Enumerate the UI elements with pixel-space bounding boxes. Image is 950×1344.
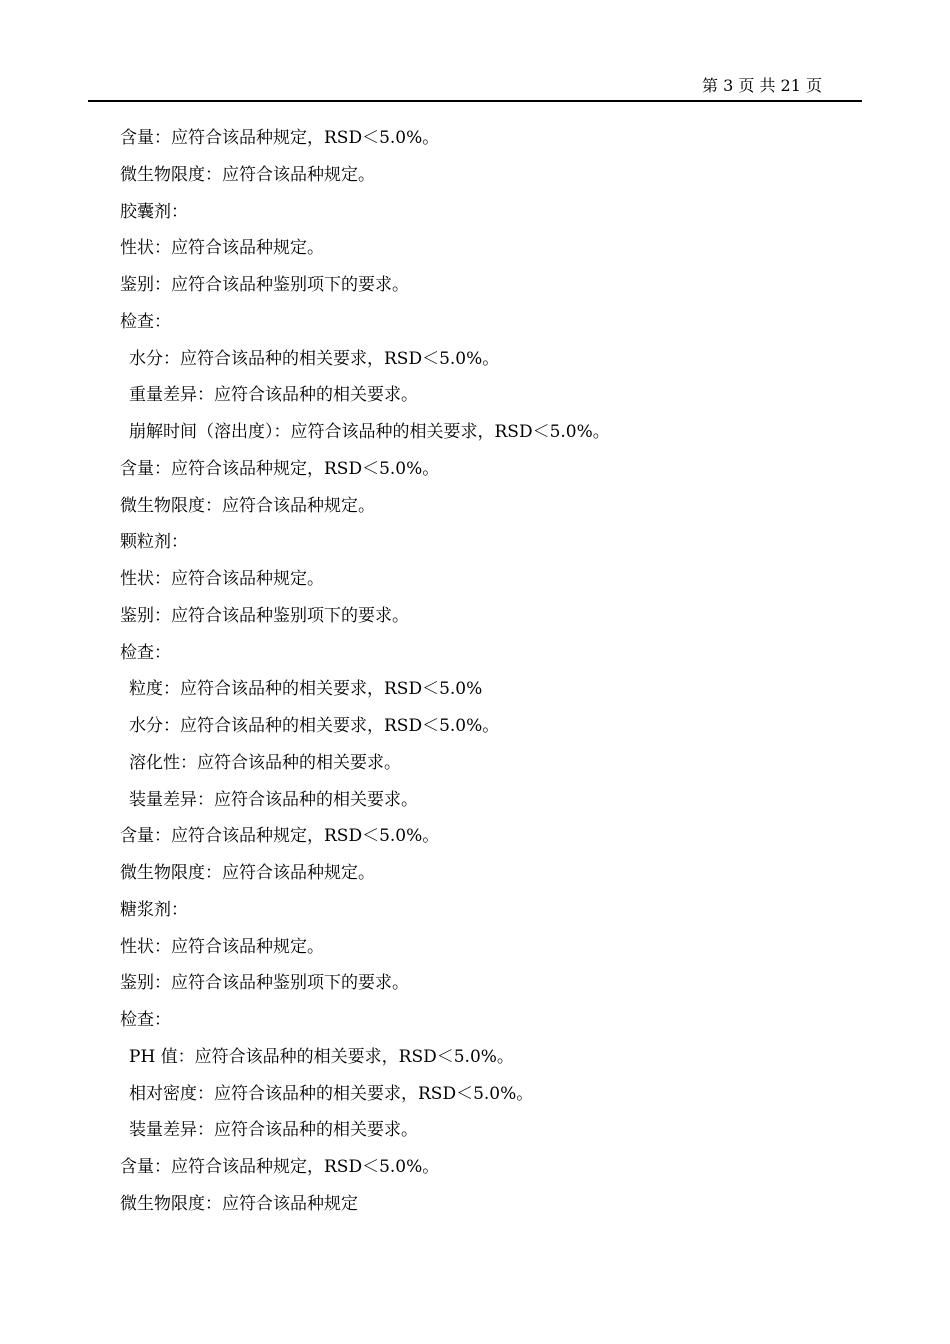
text-line: 重量差异：应符合该品种的相关要求。 — [129, 385, 418, 406]
text-line: 性状：应符合该品种规定。 — [120, 936, 324, 957]
page-header — [88, 76, 862, 102]
text-line: 粒度：应符合该品种的相关要求，RSD＜5.0% — [129, 679, 483, 700]
text-line: 性状：应符合该品种规定。 — [120, 569, 324, 589]
text-line: 鉴别：应符合该品种鉴别项下的要求。 — [120, 605, 409, 626]
text-line: 含量：应符合该品种规定，RSD＜5.0%。 — [120, 458, 440, 479]
text-line: 微生物限度：应符合该品种规定。 — [120, 164, 375, 185]
text-line: 检查： — [120, 311, 171, 332]
text-line: 鉴别：应符合该品种鉴别项下的要求。 — [120, 275, 409, 295]
text-line: 崩解时间（溶出度）：应符合该品种的相关要求，RSD＜5.0%。 — [129, 422, 610, 442]
text-line: 含量：应符合该品种规定，RSD＜5.0%。 — [120, 826, 440, 847]
text-line: 鉴别：应符合该品种鉴别项下的要求。 — [120, 973, 409, 994]
text-line: PH 值：应符合该品种的相关要求，RSD＜5.0%。 — [129, 1046, 514, 1067]
text-line: 水分：应符合该品种的相关要求，RSD＜5.0%。 — [129, 348, 500, 369]
text-line: 溶化性：应符合该品种的相关要求。 — [129, 752, 401, 773]
text-line: 微生物限度：应符合该品种规定 — [120, 1193, 358, 1214]
text-line: 装量差异：应符合该品种的相关要求。 — [129, 1120, 418, 1141]
text-line: 装量差异：应符合该品种的相关要求。 — [129, 789, 418, 810]
text-line: 含量：应符合该品种规定，RSD＜5.0%。 — [120, 1157, 440, 1177]
text-line: 胶囊剂： — [120, 201, 188, 222]
text-line: 微生物限度：应符合该品种规定。 — [120, 863, 375, 883]
text-line: 检查： — [120, 1010, 171, 1030]
text-line: 水分：应符合该品种的相关要求，RSD＜5.0%。 — [129, 716, 500, 736]
text-line: 微生物限度：应符合该品种规定。 — [120, 495, 375, 516]
text-line: 性状：应符合该品种规定。 — [120, 238, 324, 259]
text-line: 颗粒剂： — [120, 532, 188, 553]
text-line: 相对密度：应符合该品种的相关要求，RSD＜5.0%。 — [129, 1083, 534, 1104]
page-number: 第 3 页 共 21 页 — [702, 76, 822, 95]
text-line: 检查： — [120, 642, 171, 663]
document-body — [120, 120, 860, 1223]
text-line: 糖浆剂： — [120, 899, 188, 920]
text-line: 含量：应符合该品种规定，RSD＜5.0%。 — [120, 128, 440, 148]
